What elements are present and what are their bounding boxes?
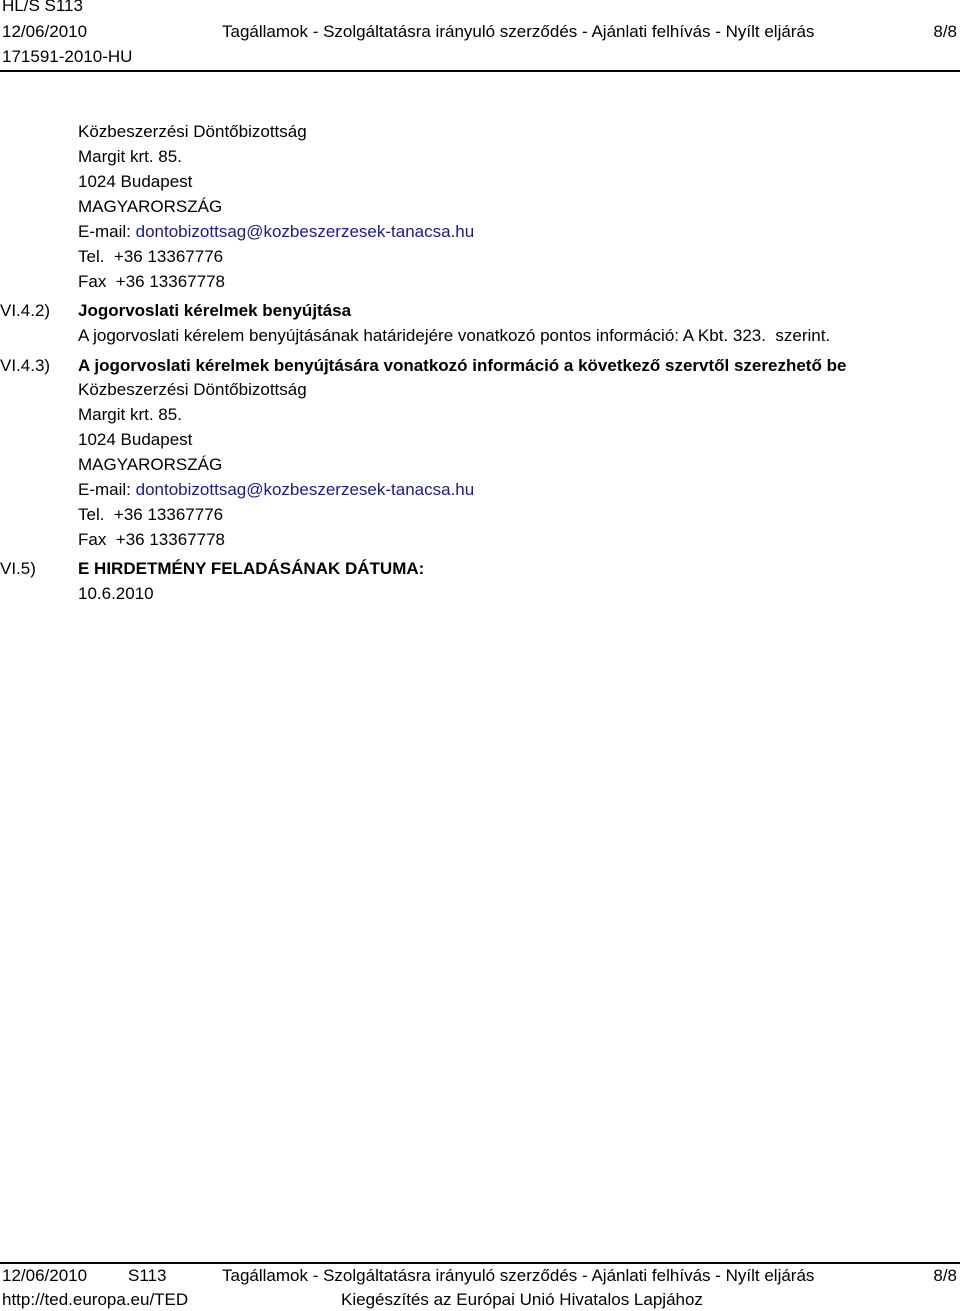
tel: Tel. +36 13367776 [78, 505, 224, 524]
fax: Fax +36 13367778 [78, 272, 225, 291]
email-label: E-mail: [78, 222, 131, 241]
footer-date: 12/06/2010 [2, 1266, 88, 1285]
email-line [78, 480, 474, 500]
city: 1024 Budapest [78, 430, 193, 449]
footer-series: S113 [128, 1266, 167, 1285]
tel: Tel. +36 13367776 [78, 247, 224, 266]
doc-code: HL/S S113 [2, 0, 83, 15]
country: MAGYARORSZÁG [78, 455, 223, 474]
country: MAGYARORSZÁG [78, 197, 223, 216]
org-name: Közbeszerzési Döntőbizottság [78, 380, 307, 399]
email-link[interactable]: dontobizottsag@kozbeszerzesek-tanacsa.hu [135, 480, 475, 499]
section-text-vi42: A jogorvoslati kérelem benyújtásának határidejére vonatkozó pontos információ: A Kbt. 323. szerint. [78, 326, 831, 345]
fax: Fax +36 13367778 [78, 530, 225, 549]
footer-subtitle: Kiegészítés az Európai Unió Hivatalos Lapjához [341, 1290, 703, 1309]
header-page: 8/8 [933, 22, 957, 41]
section-heading-vi42: Jogorvoslati kérelmek benyújtása [78, 301, 352, 320]
section-number-vi5: VI.5) [0, 559, 36, 578]
footer-rule [0, 1262, 960, 1264]
email-line [78, 222, 474, 242]
header-rule [0, 70, 960, 72]
notice-id: 171591-2010-HU [2, 47, 133, 66]
footer-title: Tagállamok - Szolgáltatásra irányuló szerződés - Ajánlati felhívás - Nyílt eljárás [222, 1266, 815, 1285]
email-link[interactable]: dontobizottsag@kozbeszerzesek-tanacsa.hu [135, 222, 475, 241]
org-name: Közbeszerzési Döntőbizottság [78, 122, 307, 141]
street: Margit krt. 85. [78, 405, 182, 424]
street: Margit krt. 85. [78, 147, 182, 166]
city: 1024 Budapest [78, 172, 193, 191]
dispatch-date: 10.6.2010 [78, 584, 154, 603]
section-number-vi42: VI.4.2) [0, 301, 51, 320]
header-date: 12/06/2010 [2, 22, 88, 41]
section-heading-vi5: E HIRDETMÉNY FELADÁSÁNAK DÁTUMA: [78, 559, 425, 578]
footer-page: 8/8 [933, 1266, 957, 1285]
section-heading-vi43: A jogorvoslati kérelmek benyújtására vonatkozó információ a következő szervtől szerezhető be [78, 356, 847, 375]
section-number-vi43: VI.4.3) [0, 356, 51, 375]
header-title: Tagállamok - Szolgáltatásra irányuló szerződés - Ajánlati felhívás - Nyílt eljárás [222, 22, 815, 41]
footer-url[interactable]: http://ted.europa.eu/TED [2, 1290, 189, 1309]
email-label: E-mail: [78, 480, 131, 499]
